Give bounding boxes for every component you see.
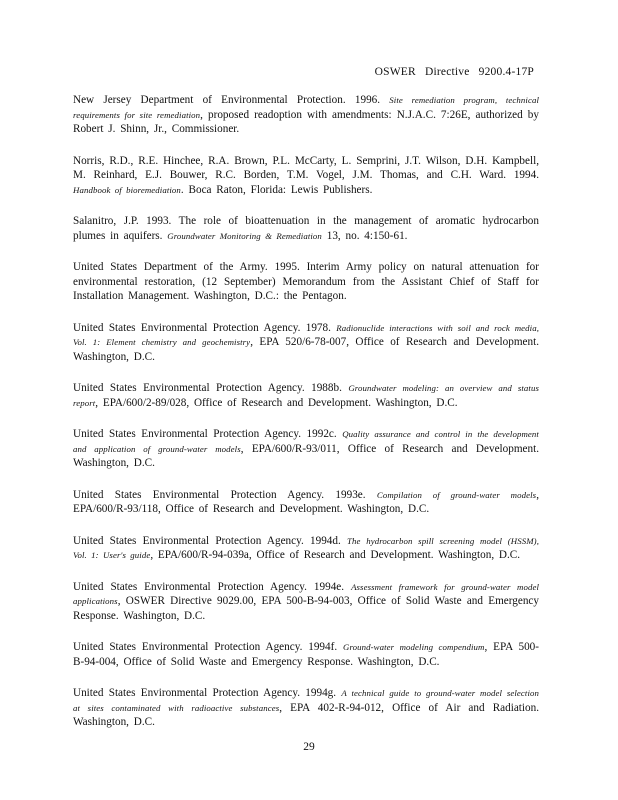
reference-title: Assessment framework for ground-water model applications — [73, 581, 539, 606]
reference-author-text: Norris, R.D., R.E. Hinchee, R.A. Brown, P.L. McCarty, L. Semprini, J.T. Wilson, D.H. Kampbell, M. Reinhard, E.J. Bouwer, R.C. Borden, T.M. Vogel, J.M. Thomas, and C.H. Ward. 1994. — [73, 154, 539, 181]
reference-entry — [73, 427, 539, 471]
reference-source-text: , EPA/600/R-94-039a, Office of Research and Development. Washington, D.C. — [150, 549, 521, 561]
reference-entry — [73, 686, 539, 730]
reference-title: Groundwater Monitoring & Remediation — [167, 230, 322, 241]
reference-source-text: , EPA 500-B-94-004, Office of Solid Waste and Emergency Response. Washington, D.C. — [73, 641, 539, 668]
reference-title: Compilation of ground-water models — [376, 489, 537, 500]
reference-author-text: United States Environmental Protection Agency. 1992c. — [73, 428, 343, 440]
reference-title: The hydrocarbon spill screening model (HSSM), Vol. 1: User's guide — [73, 535, 540, 560]
reference-source-text: , EPA/600/R-93/011, Office of Research and Development. Washington, D.C. — [73, 442, 539, 469]
reference-title: Radionuclide interactions with soil and rock media, Vol. 1: Element chemistry and geochemistry — [73, 322, 539, 347]
reference-entry — [73, 488, 539, 517]
reference-author-text: United States Environmental Protection Agency. 1994g. — [73, 687, 342, 699]
reference-title: Quality assurance and control in the development and application of ground-water models — [73, 429, 539, 454]
reference-author-text: United States Environmental Protection Agency. 1993e. — [73, 488, 377, 501]
reference-author-text: Salanitro, J.P. 1993. The role of bioattenuation in the management of aromatic hydrocarbon plumes in aquifers. — [73, 215, 539, 242]
directive-header: OSWER Directive 9200.4-17P — [374, 66, 534, 78]
page-number: 29 — [303, 741, 315, 753]
reference-source-text: , proposed readoption with amendments: N.J.A.C. 7:26E, authorized by Robert J. Shinn, Jr., Commissioner. — [73, 108, 539, 135]
reference-author-text: United States Environmental Protection Agency. 1978. — [73, 321, 337, 334]
reference-entry — [73, 321, 539, 365]
reference-source-text: , EPA/600/R-93/118, Office of Research and Development. Washington, D.C. — [73, 488, 539, 515]
reference-list — [73, 93, 539, 747]
reference-entry — [73, 214, 539, 243]
reference-title: Ground-water modeling compendium — [343, 642, 485, 652]
reference-source-text: , EPA 520/6-78-007, Office of Research and Development. Washington, D.C. — [73, 336, 539, 363]
reference-entry — [73, 534, 539, 563]
reference-entry — [73, 260, 539, 304]
reference-entry — [73, 640, 539, 669]
reference-title: Groundwater modeling: an overview and status report — [73, 383, 539, 408]
reference-source-text: 13, no. 4:150-61. — [321, 229, 408, 242]
reference-entry — [73, 381, 539, 410]
reference-author-text: United States Department of the Army. 1995. Interim Army policy on natural attenuation for environmental restoration, (12 September) Memorandum from the Assistant Chief of Staff for Installation Management. Washington, D.C.: the Pentagon. — [73, 261, 539, 302]
reference-author-text: United States Environmental Protection Agency. 1994d. — [73, 534, 347, 547]
reference-author-text: United States Environmental Protection Agency. 1994f. — [73, 641, 343, 653]
reference-source-text: . Boca Raton, Florida: Lewis Publishers. — [180, 183, 373, 196]
reference-source-text: , EPA/600/2-89/028, Office of Research and Development. Washington, D.C. — [95, 396, 458, 409]
reference-author-text: United States Environmental Protection Agency. 1988b. — [73, 382, 349, 394]
reference-author-text: United States Environmental Protection Agency. 1994e. — [73, 580, 352, 593]
reference-source-text: , EPA 402-R-94-012, Office of Air and Radiation. Washington, D.C. — [73, 701, 539, 728]
reference-source-text: , OSWER Directive 9029.00, EPA 500-B-94-003, Office of Solid Waste and Emergency Response. Washington, D.C. — [73, 595, 539, 622]
reference-entry — [73, 580, 539, 624]
reference-entry — [73, 93, 539, 137]
reference-entry — [73, 154, 539, 198]
reference-title: Handbook of bioremediation — [73, 184, 181, 195]
reference-title: Site remediation program, technical requirements for site remediation — [73, 95, 539, 120]
reference-title: A technical guide to ground-water model selection at sites contaminated with radioactive substances — [73, 688, 539, 713]
reference-author-text: New Jersey Department of Environmental Protection. 1996. — [73, 94, 390, 106]
